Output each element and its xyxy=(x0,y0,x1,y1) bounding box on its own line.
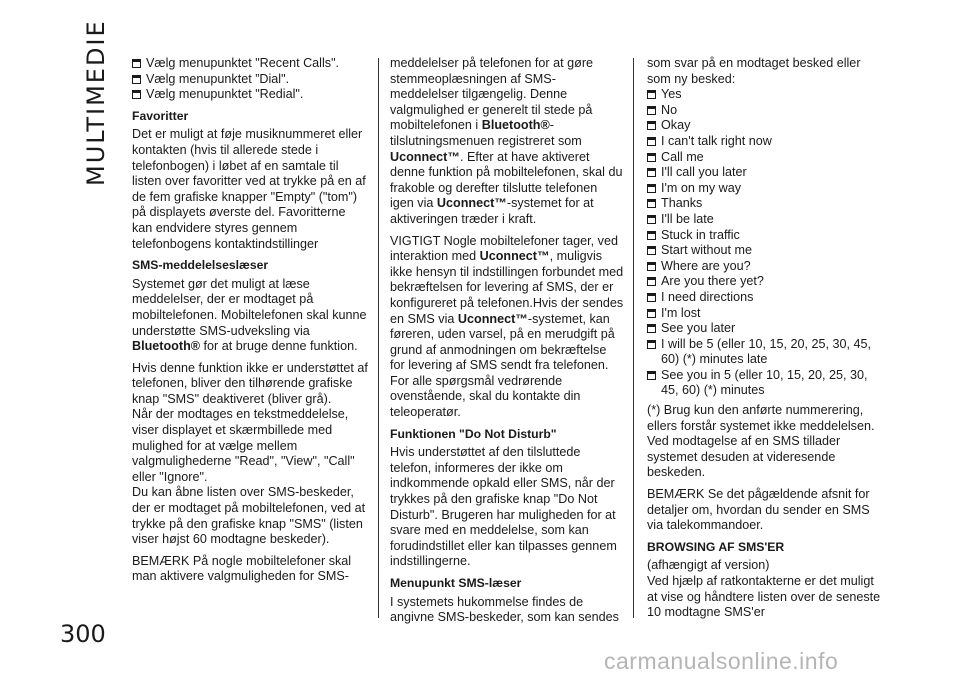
sms-paragraph: Systemet gør det muligt at læse meddelelser, der er modtaget på mobiltelefonen. Mobiltelefonen skal kunne understøtte SMS-udveksling via Bluetooth® for at bruge denne funktion. xyxy=(132,276,367,354)
list-item: Call me xyxy=(647,150,883,166)
column-divider xyxy=(633,58,634,618)
list-item: I'm on my way xyxy=(647,181,883,197)
list-item: I will be 5 (eller 10, 15, 20, 25, 30, 45, 60) (*) minutes late xyxy=(647,337,883,368)
column-2 xyxy=(390,56,624,632)
list-item: Yes xyxy=(647,87,883,103)
bullet-icon xyxy=(647,231,656,240)
section-title: MULTIMEDIE xyxy=(82,19,110,186)
favoritter-paragraph: Det er muligt at føje musiknummeret eller kontakten (hvis til allerede stede i telefonbogen) i løbet af en samtale til listen over favoritter ved at trykke på en af de fem grafiske knapper "Empty" ("tom") på displayets øverste del. Favoritterne kan endvidere styres gennem telefonbogens kontaktindstillinger xyxy=(132,127,366,251)
list-item: I need directions xyxy=(647,290,883,306)
watermark: carmanualsonline.info xyxy=(604,648,839,674)
list-item: See you later xyxy=(647,321,883,337)
bullet-icon xyxy=(132,90,141,99)
sms-continued-paragraph: meddelelser på telefonen for at gøre stemmeoplæsningen af SMS-meddelelser tilgængelig. Denne valgmulighed er generelt til stede på mobiltelefonen i Bluetooth®-tilslutningsmenuen registreret som Uconnect™. Efter at have aktiveret denne funktion på mobiltelefonen, skal du frakoble og derefter tilslutte telefonen igen via Uconnect™-systemet for at aktiveringen træder i kraft. xyxy=(390,56,623,226)
bullet-icon xyxy=(647,246,656,255)
list-item: Thanks xyxy=(647,196,883,212)
note-paragraph: BEMÆRK Se det pågældende afsnit for detaljer om, hvordan du sender en SMS via talekommandoer. xyxy=(647,487,870,533)
bullet-icon xyxy=(647,106,656,115)
note-paragraph: BEMÆRK På nogle mobiltelefoner skal man aktivere valgmuligheden for SMS- xyxy=(132,553,352,584)
sms-paragraph: Du kan åbne listen over SMS-beskeder, der er modtaget på mobiltelefonen, ved at trykke på den grafiske knap "SMS" (listen viser højst 60 modtagne beskeder). xyxy=(132,485,366,547)
sms-heading: SMS-meddelelseslæser xyxy=(132,258,269,273)
list-item: Vælg menupunktet ”Dial". xyxy=(132,72,368,88)
menu-sms-paragraph: I systemets hukommelse findes de angivne SMS-beskeder, som kan sendes xyxy=(390,594,619,625)
list-item: Stuck in traffic xyxy=(647,228,883,244)
reply-list xyxy=(647,87,883,399)
bullet-icon xyxy=(647,168,656,177)
page-number: 300 xyxy=(60,620,106,648)
bullet-icon xyxy=(132,75,141,84)
dnd-heading: Funktionen "Do Not Disturb" xyxy=(390,426,557,441)
list-item: I can't talk right now xyxy=(647,134,883,150)
bullet-icon xyxy=(647,215,656,224)
column-divider xyxy=(378,58,379,618)
column-3 xyxy=(647,56,883,627)
list-item: Are you there yet? xyxy=(647,274,883,290)
menu-sms-heading: Menupunkt SMS-læser xyxy=(390,576,522,590)
list-item: I'll be late xyxy=(647,212,883,228)
column-1 xyxy=(132,56,368,591)
bullet-icon xyxy=(647,324,656,333)
footnote-paragraph: (*) Brug kun den anførte nummerering, ellers forstår systemet ikke meddelelsen. Ved modtagelse af en SMS tillader systemet desuden at videresende beskeden. xyxy=(647,403,875,480)
bullet-icon xyxy=(647,184,656,193)
browsing-heading: BROWSING AF SMS'ER xyxy=(647,539,785,554)
replies-intro: som svar på en modtaget besked eller som ny besked: xyxy=(647,56,861,86)
list-item: I'm lost xyxy=(647,306,883,322)
bullet-icon xyxy=(647,199,656,208)
bullet-icon xyxy=(132,59,141,68)
list-item: See you in 5 (eller 10, 15, 20, 25, 30, 45, 60) (*) minutes xyxy=(647,368,883,399)
sms-paragraph: Hvis denne funktion ikke er understøttet af telefonen, bliver den tilhørende grafiske knap "SMS" deaktiveret (bliver grå). xyxy=(132,360,368,406)
bullet-icon xyxy=(647,309,656,318)
list-item: Start without me xyxy=(647,243,883,259)
call-options-list xyxy=(132,56,368,103)
bullet-icon xyxy=(647,121,656,130)
browsing-subtitle: (afhængigt af version) xyxy=(647,558,770,573)
dnd-paragraph: Hvis understøttet af den tilsluttede telefon, informeres der ikke om indkommende opkald eller SMS, når der trykkes på den grafiske knap "Do Not Disturb". Brugeren har muligheden for at svare med en meddelelse, som kan forudindstillet eller kan tilpasses gennem indstillingerne. xyxy=(390,445,617,569)
favoritter-heading: Favoritter xyxy=(132,108,189,123)
important-paragraph: VIGTIGT Nogle mobiltelefoner tager, ved interaktion med Uconnect™, muligvis ikke hensyn til indstillingen forbundet med bekræftelsen for levering af SMS, der er konfigureret på telefonen.Hvis der sendes en SMS via Uconnect™-systemet, kan føreren, uden varsel, på en merudgift på grund af anmodningen om bekræftelse for levering af SMS sendt fra telefonen. For alle spørgsmål vedrørende ovenstående, skal du kontakte din teleoperatør. xyxy=(390,233,624,420)
bullet-icon xyxy=(647,90,656,99)
bullet-icon xyxy=(647,340,656,349)
browsing-paragraph: Ved hjælp af ratkontakterne er det muligt at vise og håndtere listen over de seneste 10 modtagne SMS'er xyxy=(647,574,881,620)
list-item: Vælg menupunktet "Recent Calls". xyxy=(132,56,368,72)
list-item: Where are you? xyxy=(647,259,883,275)
bullet-icon xyxy=(647,137,656,146)
bullet-icon xyxy=(647,371,656,380)
bullet-icon xyxy=(647,293,656,302)
sms-paragraph: Når der modtages en tekstmeddelelse, viser displayet et skærmbillede med mulighed for at vælge mellem valgmulighederne "Read", "View", "Call" eller "Ignore". xyxy=(132,407,355,484)
bullet-icon xyxy=(647,277,656,286)
list-item: Okay xyxy=(647,118,883,134)
bullet-icon xyxy=(647,153,656,162)
list-item: Vælg menupunktet "Redial". xyxy=(132,87,368,103)
list-item: I'll call you later xyxy=(647,165,883,181)
bullet-icon xyxy=(647,262,656,271)
list-item: No xyxy=(647,103,883,119)
